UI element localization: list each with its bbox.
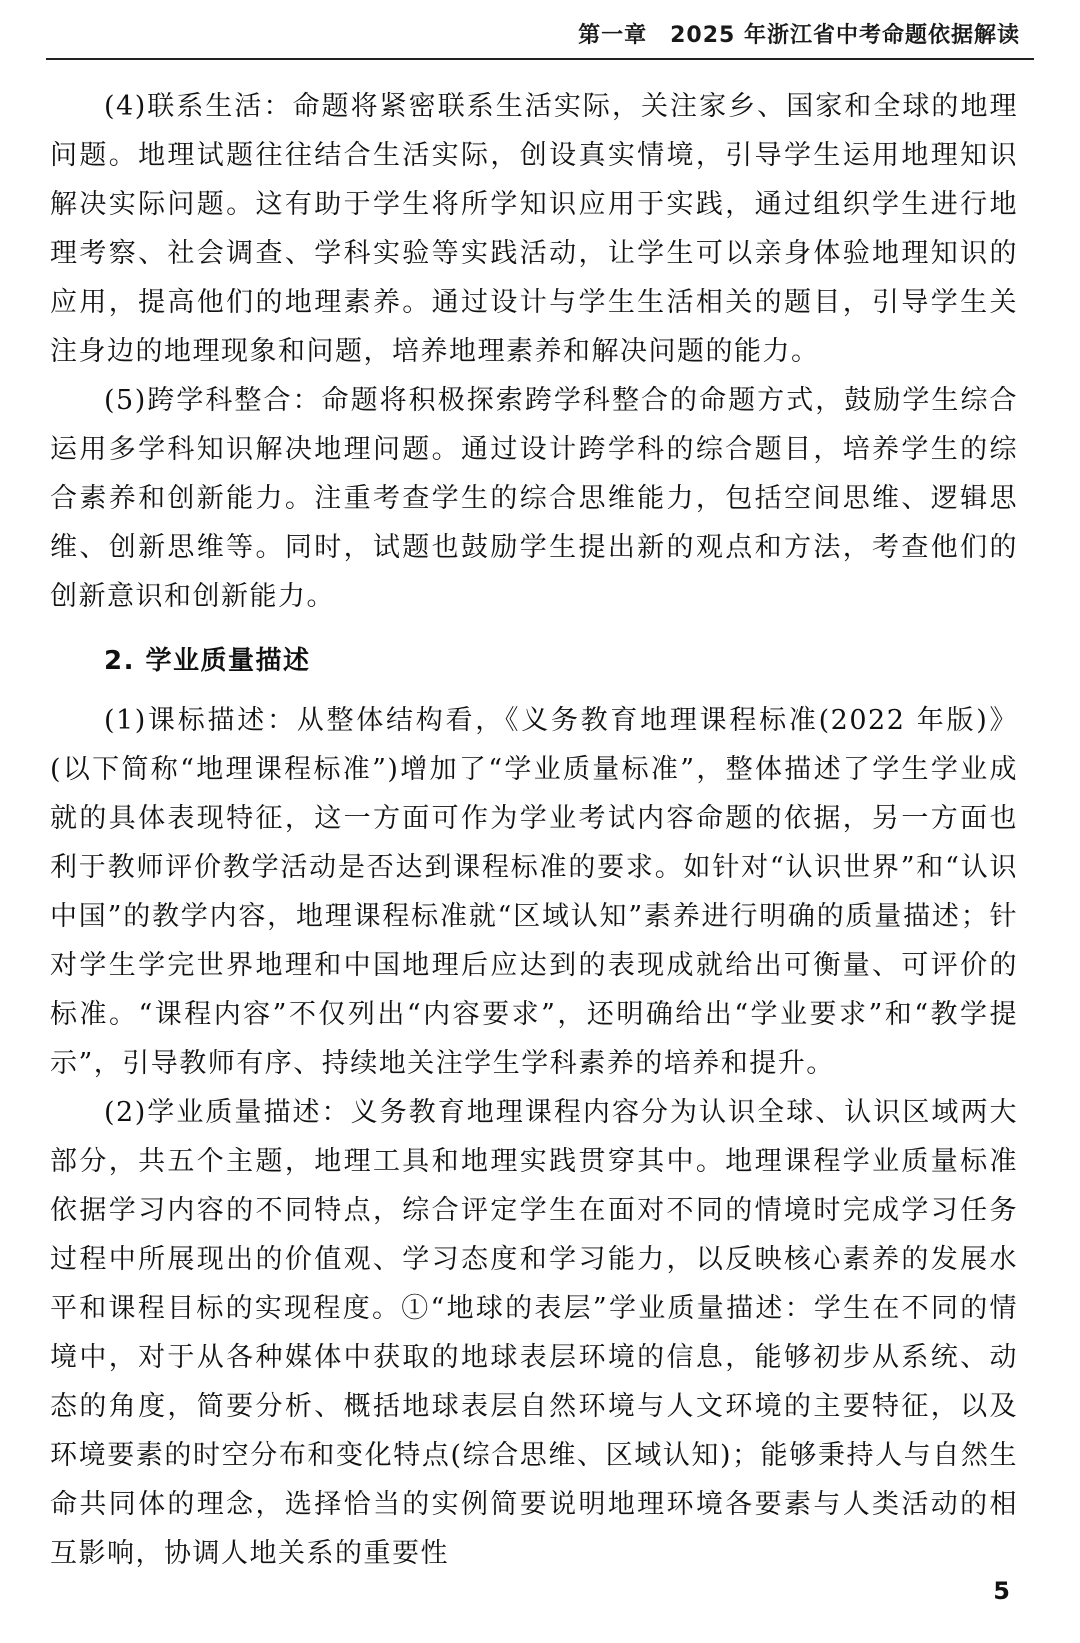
running-header: 第一章 2025 年浙江省中考命题依据解读 <box>578 23 1020 48</box>
paragraph-interdisciplinary: (5)跨学科整合：命题将积极探索跨学科整合的命题方式，鼓励学生综合运用多学科知识解决地理问题。通过设计跨学科的综合题目，培养学生的综合素养和创新能力。注重考查学生的综合思维能力，包括空间思维、逻辑思维、创新思维等。同时，试题也鼓励学生提出新的观点和方法，考查他们的创新意识和创新能力。 <box>50 385 1018 612</box>
page-body <box>50 82 1018 1578</box>
paragraph-curriculum-description: (1)课标描述：从整体结构看，《义务教育地理课程标准(2022 年版)》(以下简称“地理课程标准”)增加了“学业质量标准”，整体描述了学生学业成就的具体表现特征，这一方面可作为学业考试内容命题的依据，另一方面也利于教师评价教学活动是否达到课程标准的要求。如针对“认识世界”和“认识中国”的教学内容，地理课程标准就“区域认知”素养进行明确的质量描述；针对学生学完世界地理和中国地理后应达到的表现成就给出可衡量、可评价的标准。“课程内容”不仅列出“内容要求”，还明确给出“学业要求”和“教学提示”，引导教师有序、持续地关注学生学科素养的培养和提升。 <box>50 705 1018 1079</box>
section-heading: 2. 学业质量描述 <box>104 646 311 676</box>
paragraph-quality-description: (2)学业质量描述：义务教育地理课程内容分为认识全球、认识区域两大部分，共五个主题，地理工具和地理实践贯穿其中。地理课程学业质量标准依据学习内容的不同特点，综合评定学生在面对不同的情境时完成学习任务过程中所展现出的价值观、学习态度和学习能力，以反映核心素养的发展水平和课程目标的实现程度。①“地球的表层”学业质量描述：学生在不同的情境中，对于从各种媒体中获取的地球表层环境的信息，能够初步从系统、动态的角度，简要分析、概括地球表层自然环境与人文环境的主要特征，以及环境要素的时空分布和变化特点(综合思维、区域认知)；能够秉持人与自然生命共同体的理念，选择恰当的实例简要说明地理环境各要素与人类活动的相互影响，协调人地关系的重要性 <box>50 1097 1018 1569</box>
paragraph-connect-life: (4)联系生活：命题将紧密联系生活实际，关注家乡、国家和全球的地理问题。地理试题往往结合生活实际，创设真实情境，引导学生运用地理知识解决实际问题。这有助于学生将所学知识应用于实践，通过组织学生进行地理考察、社会调查、学科实验等实践活动，让学生可以亲身体验地理知识的应用，提高他们的地理素养。通过设计与学生生活相关的题目，引导学生关注身边的地理现象和问题，培养地理素养和解决问题的能力。 <box>50 91 1018 367</box>
page-number: 5 <box>993 1577 1010 1605</box>
header-rule <box>46 58 1034 60</box>
